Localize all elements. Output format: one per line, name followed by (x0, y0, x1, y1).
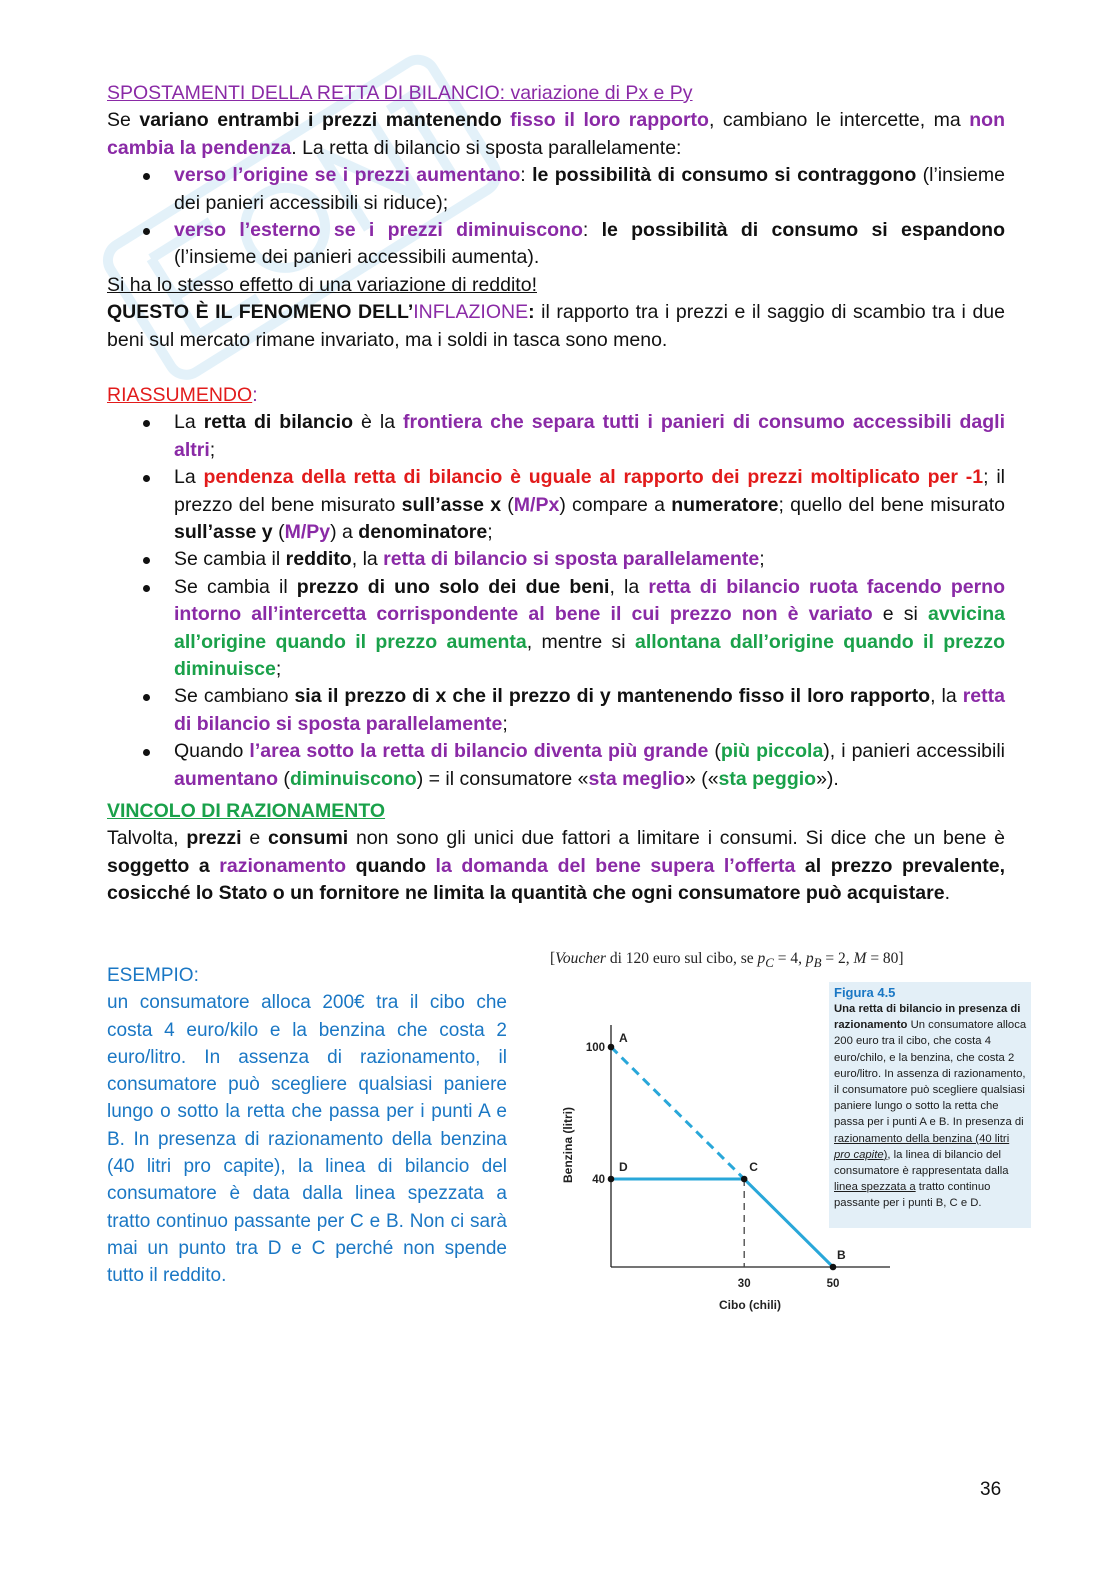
figure-caption-top: [Voucher di 120 euro sul cibo, se $p_C = 4$, $p_B = 2$, M = 80] (550, 950, 904, 971)
section-heading: SPOSTAMENTI DELLA RETTA DI BILANCIO: variazione di Px e Py (107, 82, 693, 104)
list-item: Se cambiano sia il prezzo di x che il prezzo di y mantenendo fisso il loro rapporto, la retta di bilancio si sposta parallelamente; (107, 683, 1005, 738)
y-tick-label: 40 (592, 1174, 605, 1186)
point-label-d: D (619, 1160, 628, 1174)
point-label-c: C (749, 1160, 758, 1174)
y-axis-label: Benzina (litri) (561, 1106, 575, 1184)
x-tick-label: 50 (826, 1278, 840, 1290)
rationing-heading: VINCOLO DI RAZIONAMENTO (107, 800, 386, 822)
x-axis-label: Cibo (chili) (719, 1298, 781, 1312)
example-block (107, 962, 507, 1290)
section-intro: Se variano entrambi i prezzi mantenendo fisso il loro rapporto, cambiano le intercette, ma non cambia la pendenza. La retta di bilancio si sposta parallelamente: (107, 109, 1005, 159)
point-b (830, 1264, 837, 1271)
point-a (608, 1044, 615, 1051)
list-item: La retta di bilancio è la frontiera che separa tutti i panieri di consumo accessibili dagli altri; (107, 409, 1005, 464)
figure-description: Una retta di bilancio in presenza di razionamento Un consumatore alloca 200 euro tra il cibo, che costa 4 euro/chilo, e la benzina, che costa 2 euro/litro. In assenza di razionamento, il consumatore può scegliere qualsiasi paniere lungo o sotto la retta che passa per i punti A e B. In presenza di razionamento della benzina (40 litri pro capite), la linea di bilancio del consumatore è rappresentata dalla linea spezzata a tratto continuo passante per i punti B, C e D. (834, 1003, 1027, 1210)
y-tick-label: 100 (585, 1042, 605, 1054)
budget-line-dashed (611, 1047, 744, 1179)
point-label-b: B (837, 1248, 846, 1262)
section-budget-shift (107, 80, 1005, 354)
point-label-a: A (619, 1031, 628, 1045)
x-tick-label: 30 (737, 1278, 751, 1290)
list-item: verso l’origine se i prezzi aumentano: le possibilità di consumo si contraggono (l’insieme dei panieri accessibili si riduce); (107, 162, 1005, 217)
figure-title: Figura 4.5 (834, 985, 896, 1000)
shift-bullet-list (107, 162, 1005, 272)
example-title: ESEMPIO: (107, 965, 199, 986)
summary-heading: RIASSUMENDO: (107, 384, 258, 406)
same-effect-note: Si ha lo stesso effetto di una variazione di reddito! (107, 273, 537, 296)
rationing-chart (550, 1015, 900, 1325)
budget-line-rationed (611, 1179, 833, 1267)
rationing-paragraph: Talvolta, prezzi e consumi non sono gli unici due fattori a limitare i consumi. Si dice che un bene è soggetto a razionamento quando la domanda del bene supera l’offerta al prezzo prevalente, cosicché lo Stato o un fornitore ne limita la quantità che ogni consumatore può acquistare. (107, 827, 1006, 905)
page-number: 36 (980, 1479, 1002, 1500)
summary-bullet-list (107, 409, 1005, 793)
list-item: Quando l’area sotto la retta di bilancio diventa più grande (più piccola), i panieri accessibili aumentano (diminuiscono) = il consumatore «sta meglio» («sta peggio»). (107, 738, 1005, 793)
section-rationing (107, 798, 1005, 908)
point-c (741, 1176, 748, 1183)
list-item: La pendenza della retta di bilancio è uguale al rapporto dei prezzi moltiplicato per -1; il prezzo del bene misurato sull’asse x (M/Px) compare a numeratore; quello del bene misurato sull’asse y (M/Py) a denominatore; (107, 464, 1005, 546)
example-body: un consumatore alloca 200€ tra il cibo che costa 4 euro/kilo e la benzina che costa 2 euro/litro. In assenza di razionamento, il consumatore può scegliere qualsiasi paniere lungo o sotto la retta che passa per i punti A e B. In presenza di razionamento della benzina (40 litri pro capite), la linea di bilancio del consumatore è data dalla linea spezzata a tratto continuo passante per C e B. Non ci sarà mai un punto tra D e C perché non spende tutto il reddito. (107, 992, 507, 1287)
list-item: Se cambia il reddito, la retta di bilancio si sposta parallelamente; (107, 546, 1005, 573)
section-summary (107, 382, 1005, 793)
point-d (608, 1176, 615, 1183)
list-item: verso l’esterno se i prezzi diminuiscono: le possibilità di consumo si espandono (l’insieme dei panieri accessibili aumenta). (107, 217, 1005, 272)
list-item: Se cambia il prezzo di uno solo dei due beni, la retta di bilancio ruota facendo perno intorno all’intercetta corrispondente al bene il cui prezzo non è variato e si avvicina all’origine quando il prezzo aumenta, mentre si allontana dall’origine quando il prezzo diminuisce; (107, 574, 1005, 684)
inflation-note: QUESTO È IL FENOMENO DELL’INFLAZIONE: il rapporto tra i prezzi e il saggio di scambio tra i due beni sul mercato rimane invariato, ma i soldi in tasca sono meno. (107, 301, 1005, 351)
